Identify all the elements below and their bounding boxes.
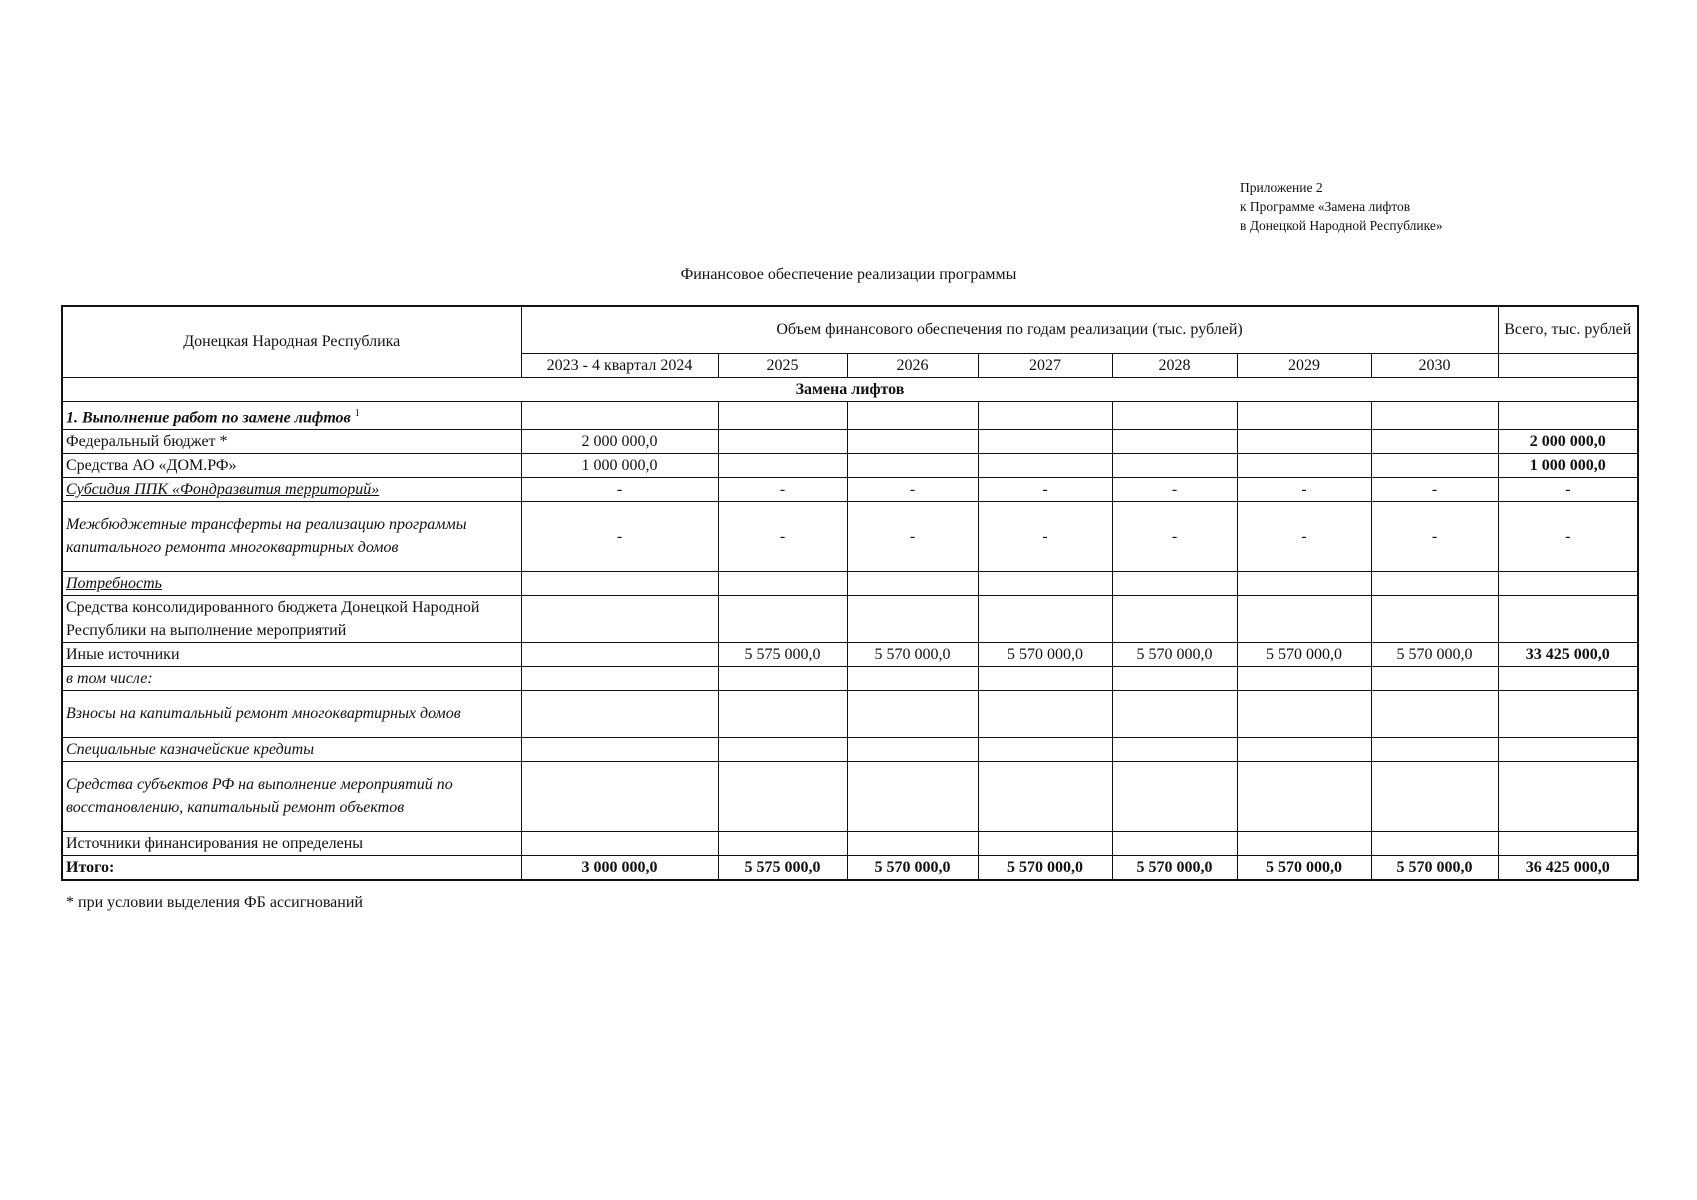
row-value-cell <box>1371 761 1498 831</box>
row-value-cell <box>1237 595 1371 642</box>
row-value-cell <box>1371 401 1498 429</box>
row-value-cell <box>978 761 1112 831</box>
row-label-text: Специальные казначейские кредиты <box>66 740 315 758</box>
row-value-cell <box>847 453 978 477</box>
row-total-cell <box>1498 831 1638 855</box>
row-value-cell <box>521 761 718 831</box>
row-value-cell <box>521 642 718 666</box>
row-value-cell <box>978 595 1112 642</box>
row-value-cell <box>1237 831 1371 855</box>
table-row <box>62 831 1638 855</box>
row-value-cell: 5 570 000,0 <box>1237 855 1371 880</box>
row-value-cell: - <box>847 501 978 571</box>
row-value-cell: 5 575 000,0 <box>718 855 847 880</box>
header-period: 2027 <box>978 353 1112 377</box>
row-value-cell <box>1237 666 1371 690</box>
row-value-cell <box>978 453 1112 477</box>
table-row <box>62 666 1638 690</box>
row-value-cell <box>847 666 978 690</box>
row-value-cell <box>521 690 718 737</box>
row-label <box>62 571 521 595</box>
row-value-cell: - <box>978 501 1112 571</box>
table-row <box>62 690 1638 737</box>
row-value-cell: - <box>1371 501 1498 571</box>
row-total-cell: 2 000 000,0 <box>1498 429 1638 453</box>
header-period: 2028 <box>1112 353 1237 377</box>
row-value-cell: - <box>978 477 1112 501</box>
row-total-cell <box>1498 690 1638 737</box>
table-row <box>62 453 1638 477</box>
row-total-cell <box>1498 401 1638 429</box>
row-value-cell: - <box>1371 477 1498 501</box>
row-value-cell <box>978 737 1112 761</box>
row-label-text: Средства АО «ДОМ.РФ» <box>66 456 237 474</box>
row-total-cell <box>1498 666 1638 690</box>
row-value-cell <box>847 761 978 831</box>
row-label-footnote-mark: 1 <box>354 407 360 419</box>
row-label-text: 1. Выполнение работ по замене лифтов <box>66 408 351 426</box>
row-label <box>62 855 521 880</box>
row-value-cell <box>521 666 718 690</box>
row-label <box>62 737 521 761</box>
row-value-cell <box>847 401 978 429</box>
row-value-cell <box>1237 429 1371 453</box>
row-value-cell <box>1371 831 1498 855</box>
row-value-cell: - <box>847 477 978 501</box>
row-value-cell <box>718 429 847 453</box>
table-row <box>62 571 1638 595</box>
row-value-cell <box>1371 429 1498 453</box>
row-value-cell <box>847 595 978 642</box>
appendix-line-3: в Донецкой Народной Республике» <box>1240 218 1443 233</box>
row-value-cell <box>718 761 847 831</box>
row-label-text: Источники финансирования не определены <box>66 834 364 852</box>
row-value-cell: 3 000 000,0 <box>521 855 718 880</box>
row-value-cell <box>847 571 978 595</box>
row-value-cell <box>1112 571 1237 595</box>
row-value-cell: - <box>1112 501 1237 571</box>
row-label-text: Межбюджетные трансферты на реализацию программы капитального ремонта многоквартирных домов <box>66 516 467 557</box>
header-region: Донецкая Народная Республика <box>62 306 521 377</box>
row-value-cell: 5 570 000,0 <box>1112 855 1237 880</box>
table-row <box>62 855 1638 880</box>
row-value-cell <box>1112 666 1237 690</box>
row-label <box>62 666 521 690</box>
row-value-cell: - <box>718 501 847 571</box>
row-label-text: Субсидия ППК «Фондразвития территорий» <box>66 480 380 498</box>
row-value-cell <box>718 571 847 595</box>
table-row <box>62 429 1638 453</box>
row-value-cell: 5 570 000,0 <box>847 642 978 666</box>
row-value-cell: 5 570 000,0 <box>978 642 1112 666</box>
appendix-block <box>1240 178 1443 235</box>
header-volume: Объем финансового обеспечения по годам реализации (тыс. рублей) <box>521 306 1498 353</box>
table-row <box>62 477 1638 501</box>
header-period: 2025 <box>718 353 847 377</box>
row-label <box>62 831 521 855</box>
row-value-cell <box>1371 737 1498 761</box>
row-total-cell: - <box>1498 477 1638 501</box>
row-label-text: Иные источники <box>66 645 180 663</box>
row-value-cell <box>521 571 718 595</box>
row-label-text: Потребность <box>66 574 162 592</box>
row-value-cell <box>1371 595 1498 642</box>
row-value-cell <box>521 595 718 642</box>
row-value-cell <box>718 737 847 761</box>
row-value-cell <box>978 401 1112 429</box>
row-value-cell: - <box>1112 477 1237 501</box>
row-label-text: Федеральный бюджет * <box>66 432 228 450</box>
document-title <box>0 266 1697 284</box>
row-label-text: Средства субъектов РФ на выполнение мероприятий по восстановлению, капитальный ремонт объектов <box>66 776 453 817</box>
row-value-cell <box>718 831 847 855</box>
row-value-cell: - <box>1237 477 1371 501</box>
row-value-cell <box>978 429 1112 453</box>
table-row <box>62 737 1638 761</box>
row-value-cell <box>847 737 978 761</box>
row-total-cell <box>1498 595 1638 642</box>
header-row-1 <box>62 306 1638 353</box>
section-row <box>62 377 1638 401</box>
row-value-cell <box>1237 737 1371 761</box>
table-row <box>62 501 1638 571</box>
row-value-cell <box>1237 690 1371 737</box>
row-label-text: Взносы на капитальный ремонт многоквартирных домов <box>66 705 461 723</box>
row-label <box>62 761 521 831</box>
row-value-cell: - <box>718 477 847 501</box>
row-value-cell <box>1371 690 1498 737</box>
row-total-cell: 33 425 000,0 <box>1498 642 1638 666</box>
row-value-cell <box>521 401 718 429</box>
header-period-empty <box>1498 353 1638 377</box>
header-period: 2026 <box>847 353 978 377</box>
row-label <box>62 453 521 477</box>
row-value-cell <box>521 831 718 855</box>
row-value-cell <box>978 666 1112 690</box>
table-row <box>62 401 1638 429</box>
row-label <box>62 401 521 429</box>
row-value-cell <box>1371 453 1498 477</box>
row-value-cell <box>1237 401 1371 429</box>
row-value-cell <box>718 666 847 690</box>
row-value-cell <box>847 429 978 453</box>
row-value-cell <box>1371 666 1498 690</box>
row-total-cell: 36 425 000,0 <box>1498 855 1638 880</box>
row-total-cell: 1 000 000,0 <box>1498 453 1638 477</box>
row-value-cell <box>1112 690 1237 737</box>
section-title: Замена лифтов <box>62 377 1638 401</box>
row-value-cell: 5 570 000,0 <box>1371 642 1498 666</box>
row-value-cell: - <box>521 477 718 501</box>
table-row <box>62 642 1638 666</box>
row-value-cell: 5 570 000,0 <box>1237 642 1371 666</box>
row-value-cell: - <box>521 501 718 571</box>
row-value-cell <box>847 690 978 737</box>
row-label <box>62 595 521 642</box>
row-value-cell <box>521 737 718 761</box>
row-label <box>62 429 521 453</box>
header-period: 2023 - 4 квартал 2024 <box>521 353 718 377</box>
row-value-cell <box>1371 571 1498 595</box>
row-value-cell <box>718 690 847 737</box>
row-value-cell <box>718 595 847 642</box>
row-value-cell <box>978 690 1112 737</box>
row-value-cell <box>718 401 847 429</box>
row-value-cell: 5 570 000,0 <box>1112 642 1237 666</box>
row-total-cell <box>1498 737 1638 761</box>
appendix-line-1: Приложение 2 <box>1240 180 1323 195</box>
row-value-cell <box>978 571 1112 595</box>
row-label <box>62 501 521 571</box>
row-label <box>62 642 521 666</box>
row-value-cell <box>1237 453 1371 477</box>
row-value-cell <box>1112 737 1237 761</box>
row-value-cell <box>1112 453 1237 477</box>
header-period: 2030 <box>1371 353 1498 377</box>
row-label <box>62 690 521 737</box>
row-label-text: Итого: <box>66 858 115 876</box>
row-value-cell: 5 570 000,0 <box>1371 855 1498 880</box>
row-value-cell <box>847 831 978 855</box>
table-row <box>62 595 1638 642</box>
row-total-cell: - <box>1498 501 1638 571</box>
appendix-line-2: к Программе «Замена лифтов <box>1240 199 1411 214</box>
row-value-cell <box>718 453 847 477</box>
row-value-cell: 5 570 000,0 <box>847 855 978 880</box>
row-value-cell: 5 575 000,0 <box>718 642 847 666</box>
row-label-text: Средства консолидированного бюджета Донецкой Народной Республики на выполнение мероприятий <box>66 598 480 639</box>
row-value-cell: 1 000 000,0 <box>521 453 718 477</box>
header-period: 2029 <box>1237 353 1371 377</box>
row-total-cell <box>1498 571 1638 595</box>
row-value-cell <box>1112 429 1237 453</box>
header-total: Всего, тыс. рублей <box>1498 306 1638 353</box>
table-row <box>62 761 1638 831</box>
row-value-cell <box>1237 761 1371 831</box>
row-value-cell: 5 570 000,0 <box>978 855 1112 880</box>
row-value-cell: - <box>1237 501 1371 571</box>
row-total-cell <box>1498 761 1638 831</box>
row-value-cell <box>1112 401 1237 429</box>
row-value-cell <box>1112 595 1237 642</box>
row-value-cell: 2 000 000,0 <box>521 429 718 453</box>
row-value-cell <box>1112 761 1237 831</box>
document-title-text: Финансовое обеспечение реализации программы <box>680 266 1017 283</box>
row-label <box>62 477 521 501</box>
row-value-cell <box>978 831 1112 855</box>
row-label-text: в том числе: <box>66 669 153 687</box>
footnote: * при условии выделения ФБ ассигнований <box>66 894 363 911</box>
financing-table <box>61 305 1639 881</box>
row-value-cell <box>1112 831 1237 855</box>
row-value-cell <box>1237 571 1371 595</box>
